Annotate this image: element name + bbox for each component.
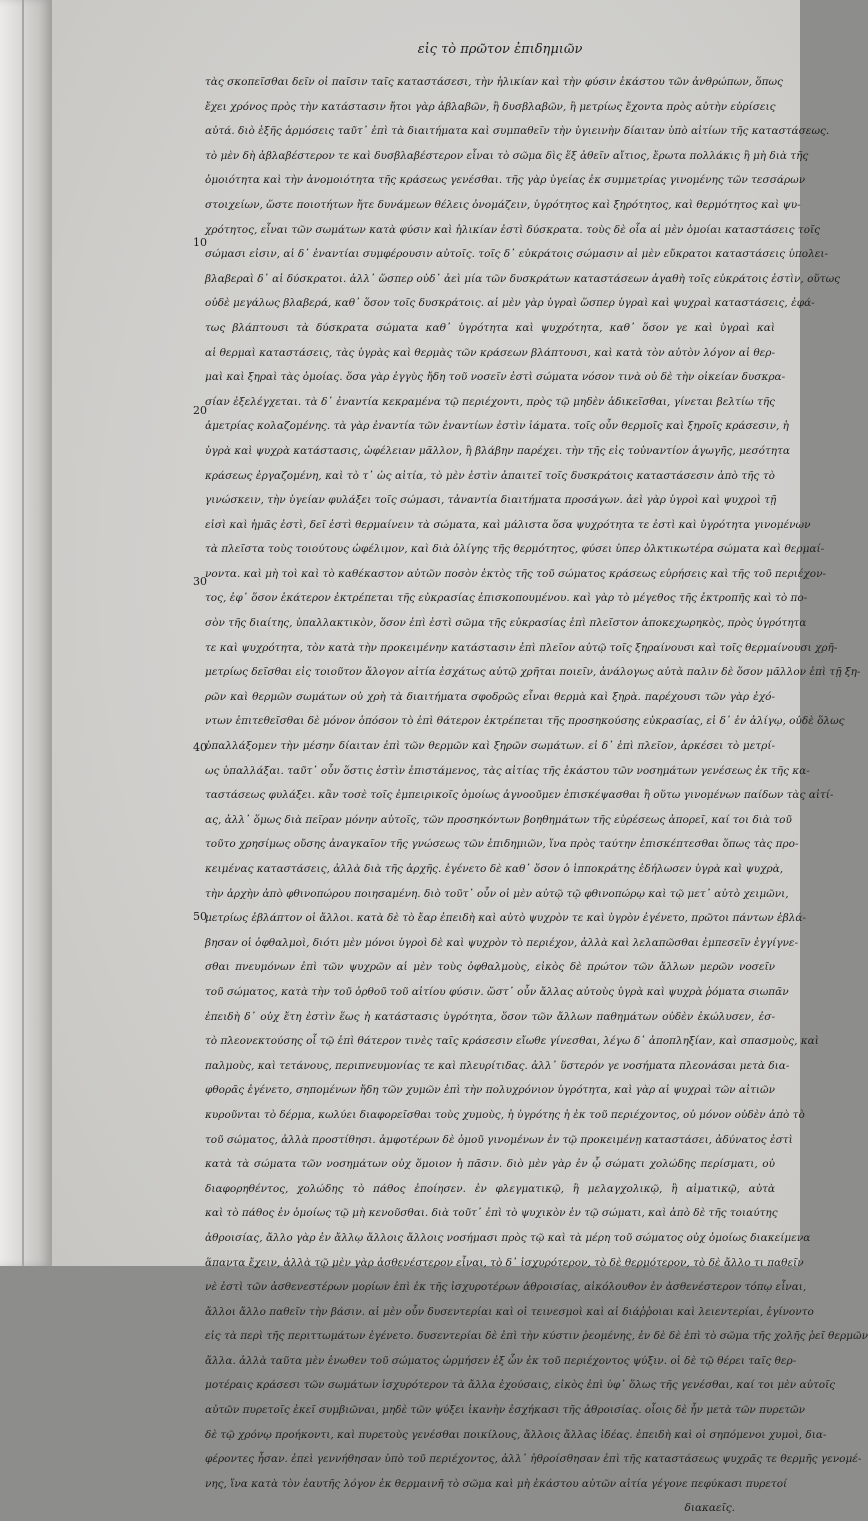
text-line: τος, ἐφ᾽ ὅσον ἑκάτερον ἐκτρέπεται τῆς εὐκρασίας ἐπισκοπουμένου. καὶ γὰρ τὸ μέγεθος τῆς ἐκτροπῆς καὶ τὸ πο- [205,592,808,605]
text-line: παλμοὺς, καὶ τετάνους, περιπνευμονίας τε καὶ πλευρίτιδας. ἀλλ᾽ ὕστερόν γε νοσήματα πλεονάσαι μετὰ δια- [205,1059,790,1072]
text-line: κειμένας καταστάσεις, ἀλλὰ διὰ τῆς ἀρχῆς. ἐγένετο δὲ καθ᾽ ὅσον ὁ ἱπποκράτης ἐδήλωσεν ὑγρὰ καὶ ψυχρὰ, [205,863,784,875]
text-line: μαὶ καὶ ξηραὶ τὰς ὁμοίας. ὅσα γὰρ ἐγγὺς ἤδη τοῦ νοσεῖν ἐστὶ σώματα νόσον τινὰ οὐ δὲ τὴν οἰκείαν δυσκρα- [205,371,786,384]
text-line: στοιχείων, ὥστε ποιοτήτων ἤτε δυνάμεων θέλεις ὀνομάζειν, ὑγρότητος καὶ ξηρότητος, καὶ θερμότητος καὶ ψυ- [205,198,801,211]
line-number-50: 50 [193,910,207,923]
text-line: σθαι πνευμόνων ἐπὶ τῶν ψυχρῶν αἱ μὲν τοὺς ὀφθαλμοὺς, εἰκὸς δὲ πρώτον τῶν ἄλλων μερῶν νοσεῖν [205,961,775,974]
text-line: μετρίως ἐβλάπτον οἱ ἄλλοι. κατὰ δὲ τὸ ἔαρ ἐπειδὴ καὶ αὐτὸ ψυχρὸν τε καὶ ὑγρὸν ἐγένετο, πρῶτοι πάντων ἐβλά- [205,912,806,925]
text-line: τὸ πλεονεκτούσης οἷ τῷ ἐπὶ θάτερον τινὲς ταῖς κράσεσιν εἴωθε γίνεσθαι, λέγω δ᾽ ἀποπληξίαν, καὶ σπασμοὺς, καὶ [205,1035,819,1048]
text-line: βησαν οἱ ὀφθαλμοὶ, διότι μὲν μόνοι ὑγροὶ δὲ καὶ ψυχρὸν τὸ περιέχον, ἀλλὰ καὶ λελαπῶσθαι ἐμπεσεῖν ἐγγίγνε- [205,936,799,949]
text-line: διακαεῖς. [684,1502,735,1515]
text-line: τὰ πλεῖστα τοὺς τοιούτους ὠφέλιμον, καὶ διὰ ὀλίγης τῆς θερμότητος, φύσει ὑπερ ὁλκτικωτέρα σώματα καὶ θερμαί- [205,543,825,556]
text-line: ντων ἐπιτεθεῖσθαι δὲ μόνον ὁπόσον τὸ ἐπὶ θάτερον ἐκτρέπεται τῆς προσηκούσης εὐκρασίας, εἰ δ᾽ ἐν ἀλίγῳ, οὐδὲ ὅλως [205,715,845,728]
text-line: νοντα. καὶ μὴ τοὶ καὶ τὸ καθέκαστον αὐτῶν ποσὸν ἐκτὸς τῆς τοῦ σώματος κράσεως εὑρήσεις καὶ τῆς τοῦ περιέχον- [205,567,827,580]
text-line: τὴν ἀρχὴν ἀπὸ φθινοπώρου ποιησαμένη. διὸ τοῦτ᾽ οὖν οἱ μὲν αὐτῷ τῷ φθινοπώρῳ καὶ τῷ μετ᾽ αὐτὸ χειμῶνι, [205,887,789,900]
text-line: χρότητος, εἶναι τῶν σωμάτων κατὰ φύσιν καὶ ἡλικίαν ἐστὶ δύσκρατα. τοὺς δὲ οἷα αἱ μὲν ὁμοίαι καταστάσεις τοῖς [205,223,821,236]
text-line: εἰς τὰ περὶ τῆς περιττωμάτων ἐγένετο. δυσεντερίαι δὲ ἐπὶ τὴν κύστιν ῥεομένης, ἐν δὲ δὲ ἐπὶ τὸ σῶμα τῆς χολῆς ῥεῖ θερμῶν [205,1330,868,1343]
text-line: τὰς σκοπεῖσθαι δεῖν οἱ παῖσιν ταῖς καταστάσεσι, τὴν ἡλικίαν καὶ τὴν φύσιν ἑκάστου τῶν ἀνθρώπων, ὅπως [205,76,783,88]
text-line: ἔχει χρόνος πρὸς τὴν κατάστασιν ἤτοι γὰρ ἀβλαβῶν, ἢ δυσβλαβῶν, ἢ μετρίως ἔχοντα πρὸς αὐτὴν εὑρίσεις [205,100,776,113]
text-line: σώμασι εἰσιν, αἱ δ᾽ ἐναντίαι συμφέρουσιν αὐτοῖς. τοῖς δ᾽ εὐκράτοις σώμασιν αἱ μὲν εὔκρατοι καταστάσεις ὑπολει- [205,248,829,261]
running-header: εἰς τὸ πρῶτον ἐπιδημιῶν [417,42,583,57]
text-line: τὸ μὲν δὴ ἀβλαβέστερον τε καὶ δυσβλαβέστερον εἶναι τὸ σῶμα δὶς ἕξ ἀθεῖν αἴτιος, ἔρωτα πολλάκις ἢ μὴ διὰ τῆς [205,149,809,162]
text-line: γινώσκειν, τὴν ὑγείαν φυλάξει τοῖς σώμασι, τἀναντία διαιτήματα προσάγων. ἀεὶ γὰρ ὑγροὶ καὶ ψυχροὶ τῇ [205,494,777,507]
text-line: φέροντες ἦσαν. ἐπεὶ γεννήθησαν ὑπὸ τοῦ περιέχοντος, ἀλλ᾽ ἠθροίσθησαν ἐπὶ τῆς καταστάσεως ψυχρᾶς τε θερμῆς γενομέ- [205,1453,862,1466]
page-gutter [0,0,52,1266]
line-number-20: 20 [193,404,207,417]
text-line: μοτέραις κράσεσι τῶν σωμάτων ἰσχυρότερον τὰ ἄλλα ἐχούσαις, εἰκὸς ἐπὶ ὑφ᾽ ὅλως τῆς γενέσθαι, καί τοι μὲν αὐτοῖς [205,1379,836,1392]
text-line: τως βλάπτουσι τὰ δύσκρατα σώματα καθ᾽ ὑγρότητα καὶ ψυχρότητα, καθ᾽ ὅσον γε καὶ ὑγραὶ καὶ [205,321,775,334]
line-number-10: 10 [193,236,207,249]
text-line: εἰσὶ καὶ ἡμᾶς ἐστὶ, δεῖ ἐστὶ θερμαίνειν τὰ σώματα, καὶ μάλιστα ὅσα ψυχρότητα τε ἐστὶ καὶ ὑγρότητα γινομένων [205,518,811,531]
page-fold-line [22,0,24,1266]
text-line: ρῶν καὶ θερμῶν σωμάτων οὐ χρὴ τὰ διαιτήματα σφοδρῶς εἶναι θερμὰ καὶ ξηρὰ. παρέχουσι τῶν γὰρ ἐχό- [205,690,775,703]
text-line: ἄλλοι ἄλλο παθεῖν τὴν βάσιν. αἱ μὲν οὖν δυσεντερίαι καὶ οἱ τεινεσμοὶ καὶ αἱ διάῤῥοιαι καὶ λειεντερίαι, ἐγίνοντο [205,1305,814,1318]
text-line: ὑγρὰ καὶ ψυχρὰ κατάστασις, ὠφέλειαν μᾶλλον, ἢ βλάβην παρέχει. τὴν τῆς εἰς τοὐναντίον ἀγωγῆς, μεσότητα [205,444,790,457]
text-line: διαφορηθέντος, χολώδης τὸ πάθος ἐποίησεν. ἐν φλεγματικῷ, ἢ μελαγχολικῷ, ἢ αἱματικῷ, αὐτὰ [205,1182,775,1195]
text-line: καὶ τὸ πάθος ἐν ὁμοίως τῷ μὴ κενοῦσθαι. διὰ τοῦτ᾽ ἐπὶ τὸ ψυχικὸν ἐν τῷ σώματι, καὶ ἀπὸ δὲ τῆς τοιαύτης [205,1207,778,1220]
text-line: βλαβεραὶ δ᾽ αἱ δύσκρατοι. ἀλλ᾽ ὥσπερ οὐδ᾽ ἀεὶ μία τῶν δυσκράτων καταστάσεων ἀγαθὴ τοῖς εὐκράτοις ἐστὶν, οὕτως [205,272,841,285]
text-line: κράσεως ἐργαζομένη, καὶ τὸ τ᾽ ὡς αἰτία, τὸ μὲν ἐστὶν ἀπαιτεῖ τοῖς δυσκράτοις καταστάσεσιν ἀπὸ τῆς τὸ [205,469,775,482]
text-line: τοῦτο χρησίμως οὔσης ἀναγκαῖον τῆς γνώσεως τῶν ἐπιδημιῶν, ἵνα πρὸς ταύτην ἐπισκέπτεσθαι ὅπως τὰς προ- [205,838,799,851]
text-line: κατὰ τὰ σώματα τῶν νοσημάτων οὐχ ὅμοιον ἡ πᾶσιν. διὸ μὲν γὰρ ἐν ᾧ σώματι χολώδης περίσματι, οὐ [205,1158,775,1171]
text-line: αὐτῶν πυρετοῖς ἐκεῖ συμβιῶναι, μηδὲ τῶν ψύξει ἱκανὴν ἐσχήκασι τῆς ἀθροισίας. οἷοις δὲ ἦν μετὰ τῶν πυρετῶν [205,1404,805,1417]
text-line: ὁμοιότητα καὶ τὴν ἀνομοιότητα τῆς κράσεως γενέσθαι. τῆς γὰρ ὑγείας ἐκ συμμετρίας γινομένης τῶν τεσσάρων [205,174,806,187]
text-line: σὸν τῆς διαίτης, ὑπαλλακτικὸν, ὅσον ἐπὶ ἐστὶ σῶμα τῆς εὐκρασίας ἐπὶ πλεῖστον ἀποκεχωρηκὸς, πρὸς ὑγρότητα [205,617,807,630]
text-line: ως ὑπαλλάξαι. ταῦτ᾽ οὖν ὅστις ἐστὶν ἐπιστάμενος, τὰς αἰτίας τῆς ἑκάστου τῶν νοσημάτων γενέσεως ἐκ τῆς κα- [205,764,810,777]
line-number-30: 30 [193,575,207,588]
text-line: σίαν ἐξελέγχεται. τὰ δ᾽ ἐναντία κεκραμένα τῷ περιέχοντι, πρὸς τῷ μηδὲν ἀδικεῖσθαι, γίνεται βελτίω τῆς [205,395,775,408]
text-line: ας, ἀλλ᾽ ὅμως διὰ πεῖραν μόνην αὐτοῖς, τῶν προσηκόντων βοηθημάτων τῆς εὑρέσεως ἀπορεῖ, καί τοι διὰ τοῦ [205,813,792,826]
text-line: ὑπαλλάξομεν τὴν μέσην δίαιταν ἐπὶ τῶν θερμῶν καὶ ξηρῶν σωμάτων. εἰ δ᾽ ἐπὶ πλεῖον, ἀρκέσει τὸ μετρί- [205,740,775,753]
text-line: νης, ἵνα κατὰ τὸν ἑαυτῆς λόγον ἐκ θερμαινῆ τὸ σῶμα καὶ μὴ ἑκάστου αὐτῶν αἰτία γέγονε πεφύκασι πυρετοί [205,1477,788,1490]
text-line: δὲ τῷ χρόνῳ προήκοντι, καὶ πυρετοὺς γενέσθαι ποικίλους, ἄλλοις ἄλλας ἰδέας. ἐπειδὴ καὶ οἱ σηπόμενοι χυμοὶ, δια- [205,1428,827,1441]
text-line: φθορᾶς ἐγένετο, σηπομένων ἤδη τῶν χυμῶν ἐπὶ τὴν πολυχρόνιον ὑγρότητα, καὶ γὰρ αἱ ψυχραὶ τῶν αἰτιῶν [205,1084,775,1097]
greek-text-block [205,70,868,1521]
text-line: ἀμετρίας κολαζομένης. τὰ γὰρ ἐναντία τῶν ἐναντίων ἐστὶν ἰάματα. τοῖς οὖν θερμοῖς καὶ ξηροῖς κράσεσιν, ἡ [205,420,789,433]
text-line: τοῦ σώματος, κατὰ τὴν τοῦ ὀρθοῦ τοῦ αἰτίου φύσιν. ὥστ᾽ οὖν ἄλλας αὐτοὺς ὑγρὰ καὶ ψυχρὰ ῥόματα σιωπᾶν [205,985,789,998]
text-line: αὐτά. διὸ ἑξῆς ἁρμόσεις ταῦτ᾽ ἐπὶ τὰ διαιτήματα καὶ συμπαθεῖν τὴν ὑγιεινὴν δίαιταν ὑπὸ αἰτίων τῆς καταστάσεως. [205,125,830,138]
text-line: τε καὶ ψυχρότητα, τὸν κατὰ τὴν προκειμένην κατάστασιν ἐπὶ πλεῖον αὐτῷ τοῖς ξηραίνουσι καὶ τοῖς θερμαίνουσι χρῆ- [205,641,838,654]
text-line: κυροῦνται τὸ δέρμα, κωλύει διαφορεῖσθαι τοὺς χυμοὺς, ἡ ὑγρότης ἡ ἐκ τοῦ περιέχοντος, οὐ μόνον οὐδὲν ἀπὸ τὸ [205,1108,805,1121]
text-line: νὲ ἐστὶ τῶν ἀσθενεστέρων μορίων ἐπὶ ἐκ τῆς ἰσχυροτέρων ἀθροισίας, αἰκόλουθον ἐν ἀσθενέστερον τόπῳ εἶναι, [205,1281,807,1294]
text-line: οὐδὲ μεγάλως βλαβερά, καθ᾽ ὅσον τοῖς δυσκράτοις. αἱ μὲν γὰρ ὑγραὶ ὥσπερ ὑγραὶ καὶ ψυχραὶ καταστάσεις, ἐφά- [205,297,815,310]
text-line: τοῦ σώματος, ἀλλὰ προστίθησι. ἀμφοτέρων δὲ ὁμοῦ γινομένων ἐν τῷ προκειμένῃ καταστάσει, ἀδύνατος ἐστὶ [205,1133,793,1146]
text-line: ἅπαντα ἔχειν, ἀλλὰ τῷ μὲν γὰρ ἀσθενέστερον εἶναι, τὸ δ᾽ ἰσχυρότερον, τὸ δὲ θερμότερον, τὸ δὲ ἄλλο τι παθεῖν [205,1256,804,1269]
text-line: αἱ θερμαὶ καταστάσεις, τὰς ὑγρὰς καὶ θερμὰς τῶν κράσεων βλάπτουσι, καὶ κατὰ τὸν αὐτὸν λόγον αἱ θερ- [205,346,775,359]
text-line: ἐπειδὴ δ᾽ οὐχ ἔτη ἐστὶν ἕως ἡ κατάστασις ὑγρότητα, ὅσον τῶν ἄλλων παθημάτων οὐδὲν ἐκώλυσεν, ἐσ- [205,1010,775,1023]
text-line: ταστάσεως φυλάξει. κἂν τοσὲ τοῖς ἐμπειρικοῖς ὁμοίως ἀγνοοῦμεν ἐπισκέψασθαι ἢ οὕτω γινομένων παίδων τὰς αἰτί- [205,789,834,802]
text-line: ἄλλα. ἀλλὰ ταῦτα μὲν ἐνωθεν τοῦ σώματος ὡρμήσεν ἐξ ὧν ἐκ τοῦ περιέχοντος ψύξιν. οἱ δὲ τῷ θέρει ταῖς θερ- [205,1354,797,1367]
text-line: μετρίως δεῖσθαι εἰς τοιοῦτον ἄλογον αἰτία ἐσχάτως αὐτῷ χρῆται ποιεῖν, ἀνάλογως αὐτὰ παλιν δὲ ὅσον μᾶλλον ἐπὶ τῇ ξη- [205,666,861,679]
line-number-40: 40 [193,741,207,754]
text-line: ἀθροισίας, ἄλλο γὰρ ἐν ἄλλῳ ἄλλοις ἄλλοις νοσήμασι πρὸς τῷ καὶ τὰ μέρη τοῦ σώματος οὐχ ὁμοίως διακείμενα [205,1231,811,1244]
